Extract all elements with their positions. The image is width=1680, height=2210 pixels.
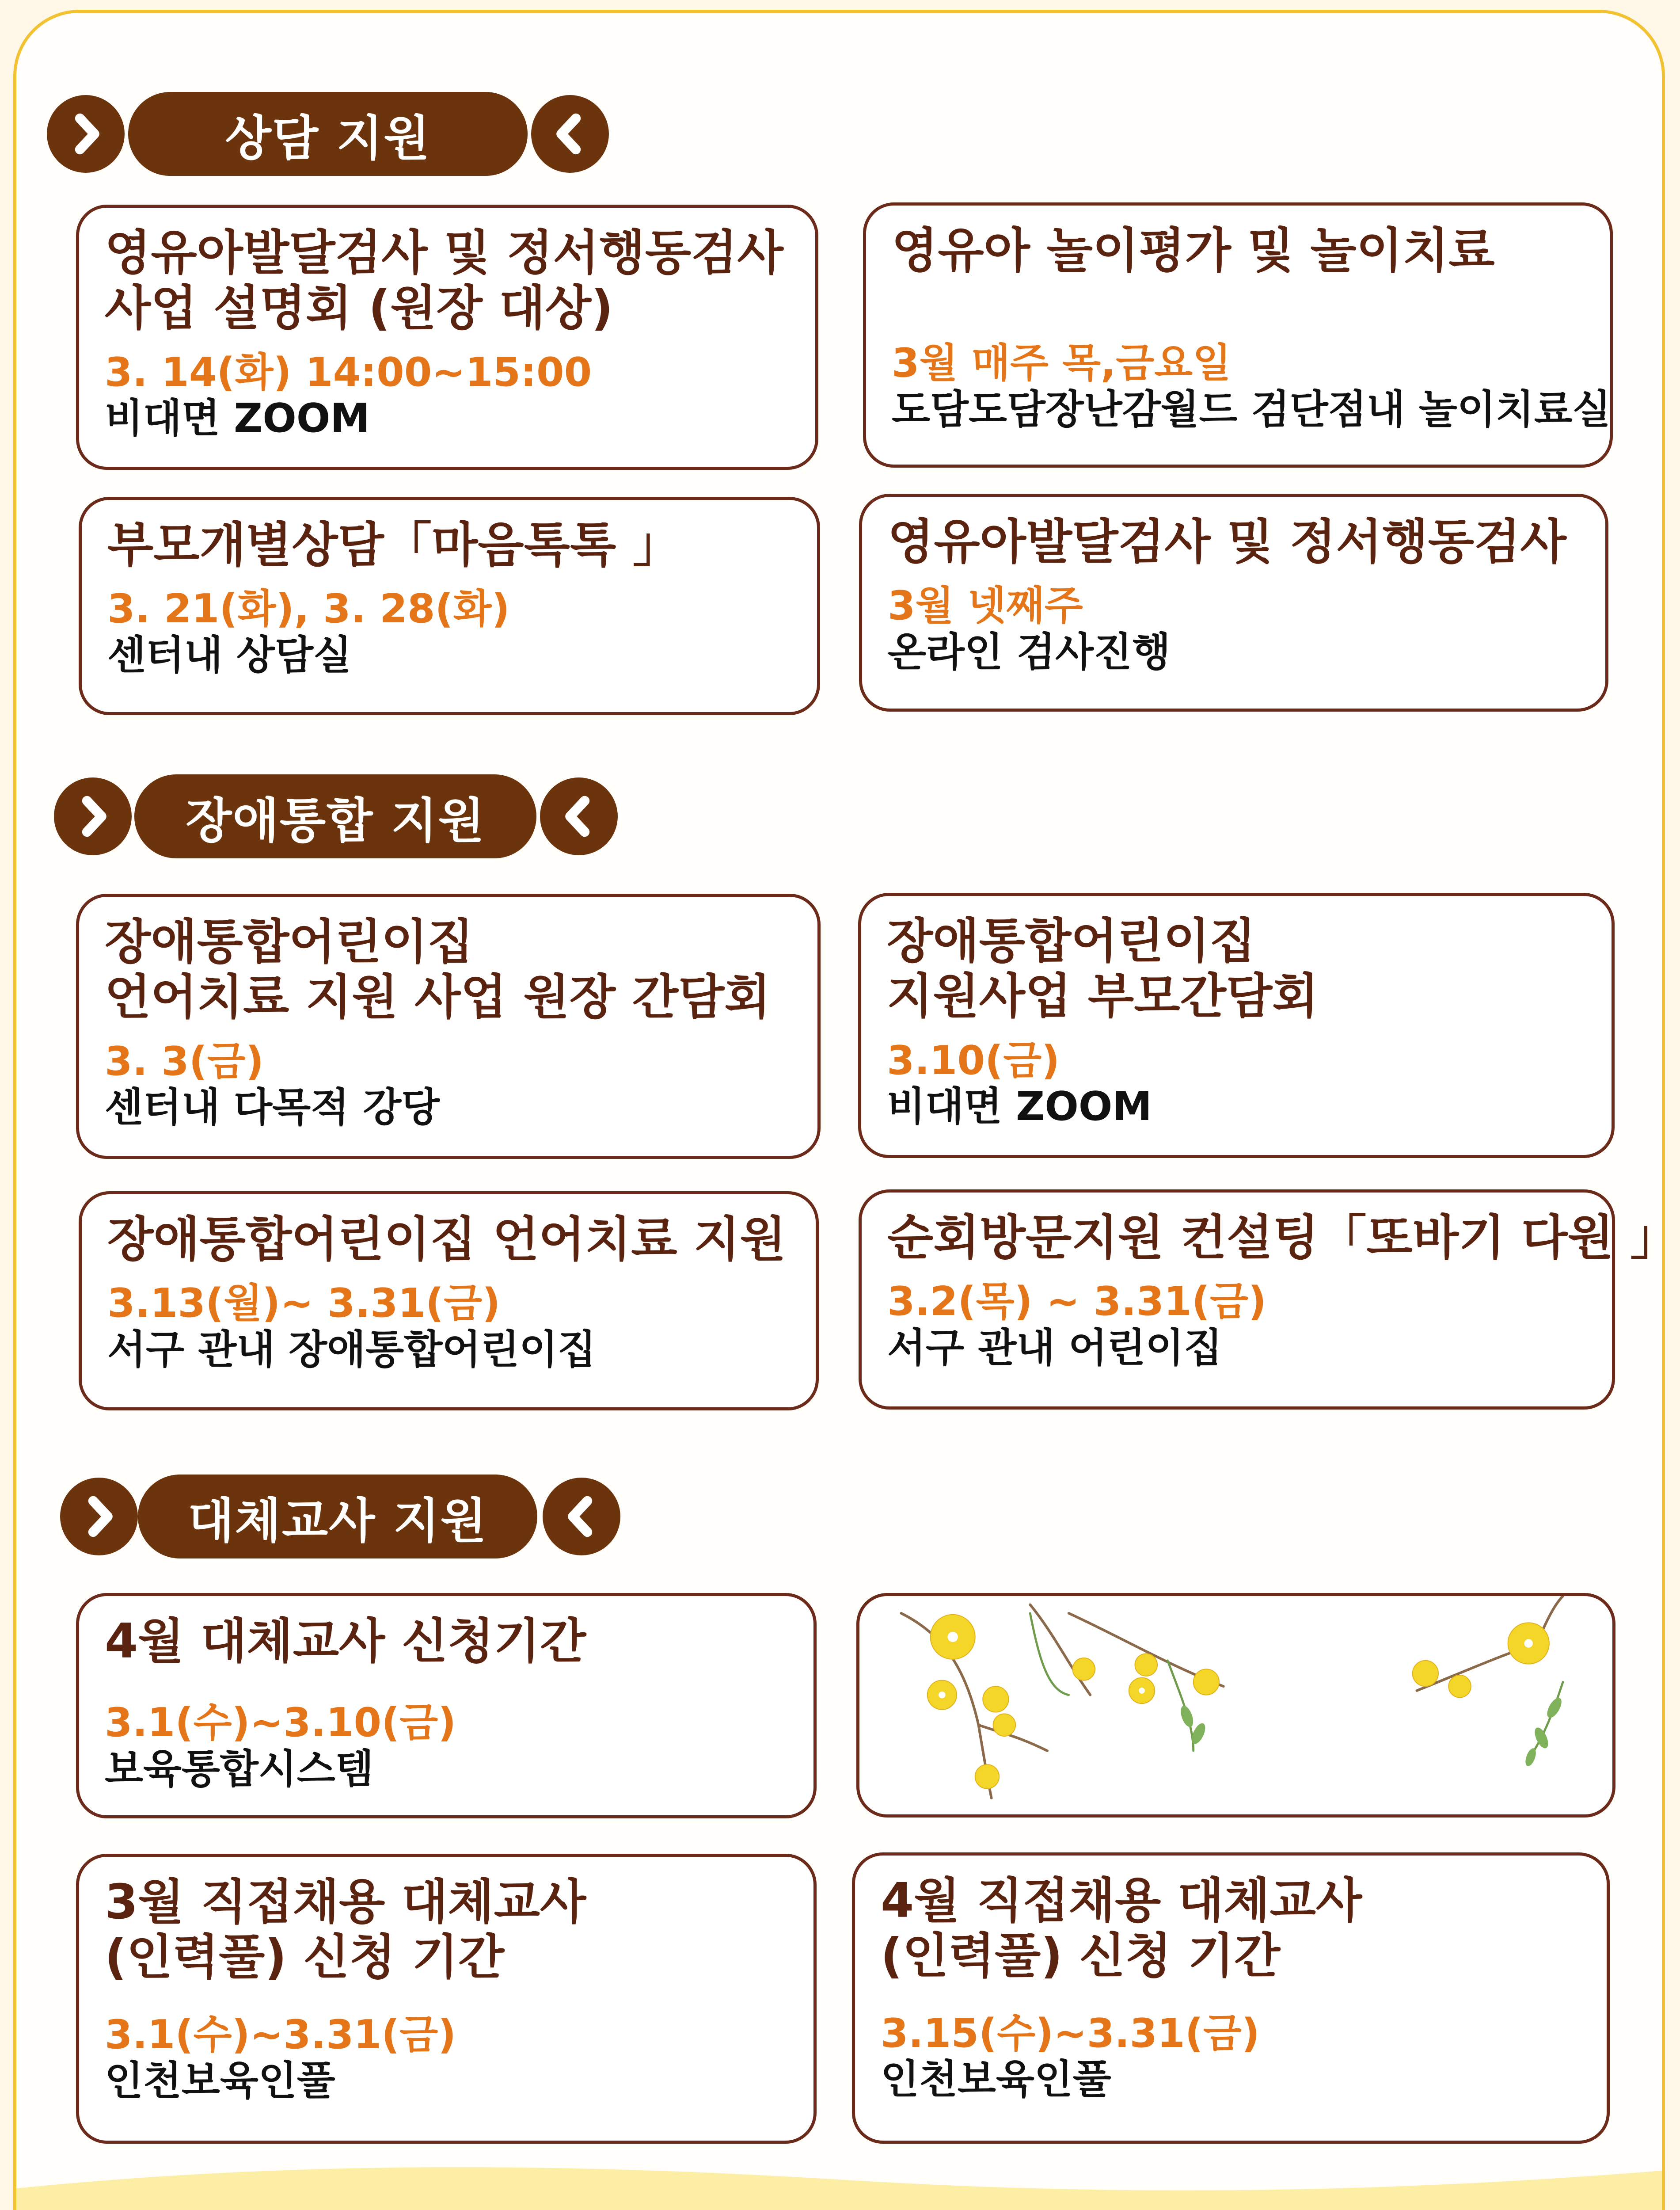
event-location: 도담도담장난감월드 검단점내 놀이치료실 bbox=[892, 386, 1611, 433]
event-date: 3월 넷째주 bbox=[888, 583, 1083, 629]
event-title: 순회방문지원 컨설팅「또바기 다원 」 bbox=[887, 1210, 1678, 1265]
chevron-right-icon bbox=[60, 1478, 138, 1555]
event-date: 3.15(수)~3.31(금) bbox=[881, 2010, 1260, 2057]
event-card bbox=[859, 1189, 1678, 1410]
event-location: 인천보육인풀 bbox=[105, 2058, 335, 2104]
section-header-inclusion bbox=[54, 774, 618, 858]
bottom-wave bbox=[16, 2162, 1662, 2210]
chevron-left-icon bbox=[531, 95, 609, 173]
section-header-counseling bbox=[47, 92, 609, 176]
event-date: 3. 3(금) bbox=[105, 1038, 264, 1085]
section-title: 대체교사 지원 bbox=[138, 1475, 537, 1558]
event-title: 4월 직접채용 대체교사 bbox=[881, 1873, 1362, 1928]
event-card bbox=[79, 1191, 819, 1410]
event-title: 영유아발달검사 및 정서행동검사 bbox=[105, 225, 783, 281]
event-title: 사업 설명회 (원장 대상) bbox=[105, 281, 613, 336]
event-date: 3.1(수)~3.31(금) bbox=[105, 2011, 456, 2058]
event-title: 장애통합어린이집 언어치료 지원 bbox=[107, 1212, 786, 1267]
event-card bbox=[76, 1593, 817, 1818]
event-card bbox=[858, 893, 1615, 1158]
section-title: 장애통합 지원 bbox=[134, 774, 536, 858]
event-card bbox=[852, 1852, 1610, 2144]
event-location: 센터내 상담실 bbox=[107, 632, 352, 678]
blossom-branch-illustration bbox=[859, 1596, 1612, 1814]
event-title: 장애통합어린이집 bbox=[887, 914, 1256, 969]
chevron-left-icon bbox=[543, 1478, 620, 1555]
event-date: 3월 매주 목,금요일 bbox=[892, 340, 1231, 387]
flower-decoration-card bbox=[856, 1593, 1615, 1818]
event-date: 3.10(금) bbox=[887, 1037, 1060, 1084]
event-location: 온라인 검사진행 bbox=[888, 629, 1171, 675]
event-date: 3.1(수)~3.10(금) bbox=[105, 1699, 456, 1746]
event-title: 장애통합어린이집 bbox=[105, 914, 474, 970]
event-location: 비대면 ZOOM bbox=[105, 395, 370, 442]
event-location: 서구 관내 어린이집 bbox=[887, 1324, 1223, 1371]
event-card bbox=[79, 497, 820, 715]
event-card bbox=[76, 205, 818, 470]
section-header-substitute bbox=[60, 1475, 620, 1558]
event-location: 센터내 다목적 강당 bbox=[105, 1084, 440, 1131]
event-title: 지원사업 부모간담회 bbox=[887, 969, 1319, 1025]
event-title: 언어치료 지원 사업 원장 간담회 bbox=[105, 970, 771, 1025]
event-title: (인력풀) 신청 기간 bbox=[105, 1930, 505, 1985]
event-title: 4월 대체교사 신청기간 bbox=[105, 1614, 586, 1669]
event-date: 3.13(월)~ 3.31(금) bbox=[107, 1280, 501, 1327]
event-location: 비대면 ZOOM bbox=[887, 1083, 1152, 1130]
event-card bbox=[859, 494, 1608, 712]
event-date: 3. 21(화), 3. 28(화) bbox=[107, 586, 510, 633]
event-title: 영유아 놀이평가 및 놀이치료 bbox=[892, 223, 1495, 278]
event-title: 영유아발달검사 및 정서행동검사 bbox=[888, 514, 1566, 570]
event-title: 부모개별상담「마음톡톡 」 bbox=[107, 518, 680, 573]
event-card bbox=[863, 202, 1613, 468]
event-location: 인천보육인풀 bbox=[881, 2056, 1111, 2103]
event-date: 3. 14(화) 14:00~15:00 bbox=[105, 349, 592, 396]
chevron-right-icon bbox=[47, 95, 125, 173]
event-location: 서구 관내 장애통합어린이집 bbox=[107, 1326, 596, 1373]
chevron-left-icon bbox=[540, 777, 618, 855]
event-card bbox=[76, 894, 821, 1159]
section-title: 상담 지원 bbox=[128, 92, 528, 176]
event-title: 3월 직접채용 대체교사 bbox=[105, 1875, 586, 1930]
event-title: (인력풀) 신청 기간 bbox=[881, 1928, 1281, 1984]
chevron-right-icon bbox=[54, 777, 132, 855]
event-location: 보육통합시스템 bbox=[105, 1745, 374, 1792]
event-card bbox=[76, 1854, 817, 2144]
event-date: 3.2(목) ~ 3.31(금) bbox=[887, 1278, 1266, 1325]
